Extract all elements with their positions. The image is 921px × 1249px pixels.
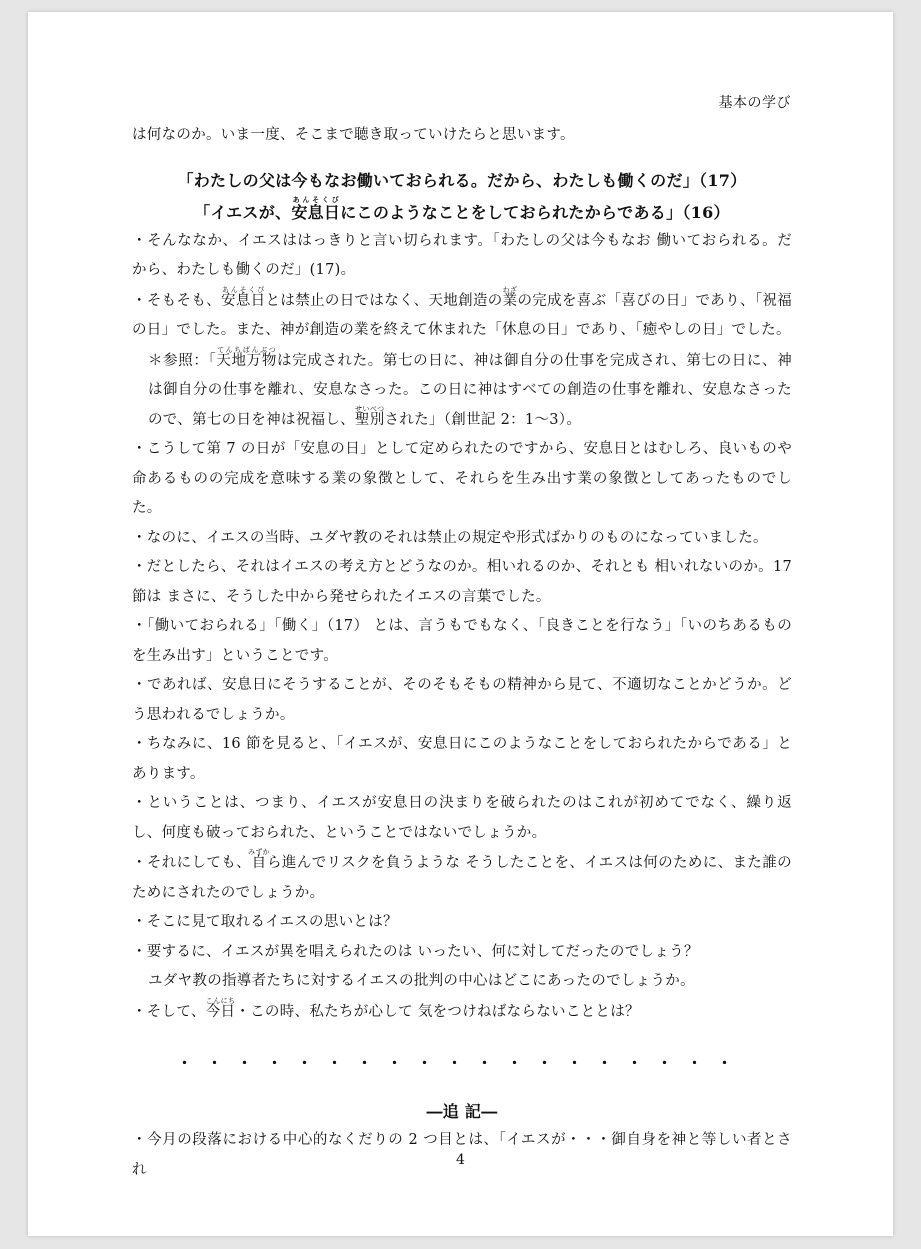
paragraph: ・なのに、イエスの当時、ユダヤ教のそれは禁止の規定や形式ばかりのものになっていました。 bbox=[132, 529, 768, 546]
paragraph: ・だとしたら、それはイエスの考え方とどうなのか。相いれるのか、それとも 相いれないのか。17 節は まさに、そうした中から発せられたイエスの言葉でした。 bbox=[132, 559, 792, 605]
document-page bbox=[28, 12, 893, 1236]
running-header: 基本の学び bbox=[718, 95, 791, 111]
paragraph: ・そこに見て取れるイエスの思いとは？ bbox=[132, 914, 398, 930]
paragraph: ・そもそも、安息日あんそくびとは禁止の日ではなく、天地創造の業わざの完成を喜ぶ「喜びの日」であり、「祝福の日」でした。また、神が創造の業を終えて休まれた「休息の日」であり、「癒やしの日」でした。 bbox=[132, 285, 792, 338]
paragraph: ・それにしても、自みずから進んでリスクを負うような そうしたことを、イエスは何のために、また誰のためにされたのでしょうか。 bbox=[132, 848, 792, 901]
paragraph: ・ちなみに、16 節を見ると、「イエスが、安息日にこのようなことをしておられたからである」とあります。 bbox=[132, 736, 792, 782]
postscript-heading: ―追 記― bbox=[426, 1101, 498, 1121]
paragraph: ・そんななか、イエスははっきりと言い切られます。「わたしの父は今もなお 働いておられる。だから、わたしも働くのだ」(17)。 bbox=[132, 232, 792, 278]
paragraph: ・そして、今日こんにち・この時、私たちが心して 気をつけねばならないこととは？ bbox=[132, 996, 640, 1020]
paragraph: ・ということは、つまり、イエスが安息日の決まりを破られたのはこれが初めてでなく、繰り返し、何度も破っておられた、ということではないでしょうか。 bbox=[132, 795, 792, 841]
intro-line: は何なのか。いま一度、そこまで聴き取っていけたらと思います。 bbox=[132, 127, 575, 143]
paragraph: ・であれば、安息日にそうすることが、そのそもそもの精神から見て、不適切なことかどうか。どう思われるでしょうか。 bbox=[132, 677, 792, 723]
paragraph: ・今月の段落における中心的なくだりの 2 つ目とは、「イエスが・・・御自身を神と等しい者とされ bbox=[132, 1132, 792, 1178]
paragraph: ユダヤ教の指導者たちに対するイエスの批判の中心はどこにあったのでしょうか。 bbox=[148, 973, 695, 989]
section-divider: ・・・・・・・・・・・・・・・・・・・ bbox=[176, 1054, 747, 1072]
quote-line-16: 「イエスが、安息日あんそくびにこのようなことをしておられたからである」（16） bbox=[194, 194, 730, 222]
paragraph: ・「働いておられる」「働く」（17） とは、言うもでもなく、「良きことを行なう」「いのちあるものを生み出す」ということです。 bbox=[132, 618, 792, 664]
quote-line-17: 「わたしの父は今もなお働いておられる。だから、わたしも働くのだ」（17） bbox=[177, 170, 747, 190]
page-number: 4 bbox=[456, 1152, 465, 1168]
paragraph: ・こうして第 7 の日が「安息の日」として定められたのですから、安息日とはむしろ、良いものや命あるものの完成を意味する業の象徴として、それらを生み出す業の象徴としてあったものでした。 bbox=[132, 441, 792, 516]
scripture-quote bbox=[132, 166, 792, 227]
reference-note: ＊参照：「天地万物てんちばんぶつは完成された。第七の日に、神は御自分の仕事を完成され、第七の日に、神は御自分の仕事を離れ、安息なさった。この日に神はすべての創造の仕事を離れ、安息なさったので、第七の日を神は祝福し、聖別せいべつされた」（創世記 2：1〜3）。 bbox=[148, 345, 792, 428]
paragraph: ・要するに、イエスが異を唱えられたのは いったい、何に対してだったのでしょう？ bbox=[132, 943, 699, 960]
document-body bbox=[132, 121, 792, 1185]
